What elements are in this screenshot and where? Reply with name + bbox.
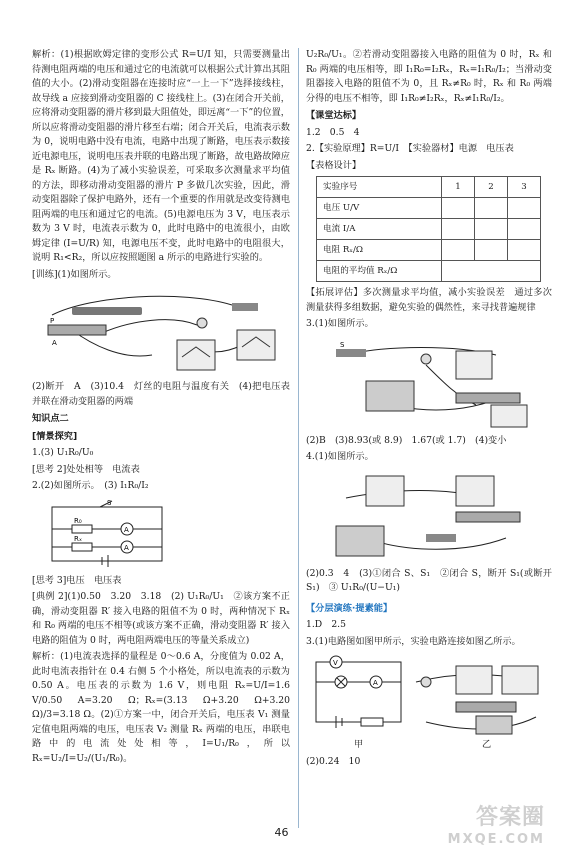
table-row	[317, 219, 541, 240]
svg-text:V: V	[333, 659, 338, 667]
table-row	[317, 261, 541, 282]
circuit-photo-2	[306, 335, 552, 431]
training-label: [训练](1)如图所示。	[32, 268, 117, 280]
example-2: [典例 2](1)0.50 3.20 3.18 (2) U₁R₀/U₁ ②该方案不正确，滑动变阻器 R′ 接入电路的阻值不为 0 时，两种情况下 Rₓ 和 R₀ 两端的电压不相等(或该方案不正确，滑动变阻器 R′ 接入电路的阻值为 0 时，两电阻两端电压的等量关系成立)	[32, 591, 290, 646]
experiment-table	[316, 176, 541, 282]
layered-practice-heading: 【分层演练·提素能】	[306, 602, 393, 614]
power-supply-icon	[366, 381, 414, 411]
table-row	[317, 240, 541, 261]
layered-answer-3: 3.(1)电路图如图甲所示，实验电路连接如图乙所示。	[306, 635, 521, 647]
svg-text:P: P	[50, 317, 55, 325]
voltmeter-icon	[456, 351, 492, 379]
analysis-paragraph-1: 解析：(1)根据欧姆定律的变形公式 R=U/I 知，只需要测量出待测电阻两端的电压和通过它的电流就可以根据公式计算出其阻值的大小。(2)滑动变阻器在连接时应“一上一下”选择接线柱，故导线 a 应接到滑动变阻器的 C 接线柱上。(3)在闭合开关前，应将滑动变阻器的滑片移到最大阻值处，即远离“一下”的位置，所以应将滑动变阻器的滑片移至右端；闭合开关后，电流表示数为 0，说明电路中没有电流，电路中出现了断路，电压表示数接近电源电压，说明电压表并联的电路出现了断路，故电路故障应是 Rₓ 断路。(4)为了减小实验误差，可采取多次测量求平均值的方法，即移动滑动变阻器的滑片 P 多做几次实验，因此，滑动变阻器除了保护电路外，还有一个重要的作用就是改变待测电阻两端的电压和通过它的电流。(5)电源电压为 3 V，电压表示数为 3 V 时，电流表示数为 0，此时电路中的电流很小，由欧姆定律 (I=U/R) 知，电源电压不变，此时电路中的电阻很大，说明 R₁<R₂，所以应按照题图 a 所示的电路进行实验的。	[32, 49, 290, 263]
class-heading: 【课堂达标】	[306, 110, 362, 121]
table-cell: 电压 U/V	[317, 198, 442, 219]
circuit-figures-jia-yi	[306, 652, 552, 752]
rheostat-icon	[48, 325, 106, 335]
analysis-paragraph-2: 解析：(1)电流表选择的量程是 0～0.6 A，分度值为 0.02 A，此时电流表指针在 0.4 右侧 5 个小格处，所以电流表的示数为 0.50 A。电压表的示数为 1.6 V，则电阻 Rₓ=U/I=1.6 V/0.50 A=3.20 Ω；Rₓ=(3.13 Ω+3.20 Ω+3.20 Ω)/3=3.18 Ω。(2)①方案一中，闭合开关后，电压表 V₁ 测量定值电阻两端的电压，电压表 V₂ 测量 Rₓ 两端的电压，串联电路中的电流处处相等，I=U₁/R₀，所以 Rₓ=U₂/I=U₂/(U₁/R₀)。	[32, 651, 290, 764]
class-answer-4b: (2)0.3 4 (3)①闭合 S、S₁ ②闭合 S，断开 S₁(或断开 S₁) ③ U₁R₀/(U−U₁)	[306, 567, 552, 593]
svg-text:S: S	[340, 340, 345, 349]
svg-text:A: A	[124, 543, 129, 552]
circuit-photo-3	[306, 468, 552, 564]
battery-box-icon	[72, 307, 142, 315]
analysis-continued: U₂R₀/U₁。②若滑动变阻器接入电路的阻值为 0 时，Rₓ 和 R₀ 两端的电压相等，即 I₁R₀=I₂Rₓ，Rₓ=I₁R₀/I₂；当滑动变阻器接入电路的阻值不为 0，且 Rₓ≠R₀ 时，Rₓ 和 R₀ 两端分得的电压不相等，即 I₁R₀≠I₂Rₓ，Rₓ≠I₁R₀/I₂。	[306, 49, 552, 104]
rheostat-icon	[456, 393, 520, 403]
class-answer-1: 1.2 0.5 4	[306, 126, 360, 138]
ammeter-icon	[177, 340, 215, 370]
switch-icon	[336, 349, 366, 357]
class-answer-3b: (2)B (3)8.93(或 8.9) 1.67(或 1.7) (4)变小	[306, 434, 507, 446]
table-design-label: 【表格设计】	[306, 159, 362, 171]
table-cell: 实验序号	[317, 177, 442, 198]
question-2: 2.(2)如图所示。 (3) I₁R₀/I₂	[32, 480, 149, 491]
scene-inquiry: [情景探究]	[32, 430, 78, 442]
lamp-icon	[421, 354, 431, 364]
voltmeter-icon	[456, 666, 492, 694]
rheostat-icon	[456, 512, 520, 522]
svg-text:S: S	[107, 498, 112, 507]
think-3: [思考 3]电压 电压表	[32, 574, 122, 586]
class-answer-3: 3.(1)如图所示。	[306, 318, 374, 329]
rheostat-icon	[456, 702, 516, 712]
layered-answer-1: 1.D 2.5	[306, 619, 346, 630]
table-cell: 1	[442, 177, 475, 198]
left-column	[32, 48, 290, 768]
table-cell: 3	[508, 177, 541, 198]
think-2: [思考 2]处处相等 电流表	[32, 463, 140, 475]
switch-icon	[426, 534, 456, 542]
lamp-icon	[197, 318, 207, 328]
page-number: 46	[274, 826, 289, 839]
watermark-line-1: 答案圈	[475, 805, 545, 830]
voltmeter-icon	[237, 330, 275, 360]
switch-icon	[232, 303, 258, 311]
svg-text:Rₓ: Rₓ	[74, 534, 82, 543]
table-cell: 电阻 Rₓ/Ω	[317, 240, 442, 261]
figure-label-jia: 甲	[354, 739, 364, 750]
table-row	[317, 198, 541, 219]
ammeter-icon	[502, 666, 538, 694]
class-answer-2: 2.【实验原理】R=U/I 【实验器材】电源 电压表	[306, 143, 514, 154]
knowledge-point-2: 知识点二	[32, 413, 69, 424]
ammeter-icon	[491, 405, 527, 427]
circuit-diagram-1	[32, 497, 290, 571]
table-cell: 电阻的平均值 Rₓ/Ω	[317, 261, 442, 282]
table-cell: 电流 I/A	[317, 219, 442, 240]
svg-text:A: A	[52, 339, 57, 347]
column-divider	[298, 48, 299, 828]
class-answer-4: 4.(1)如图所示。	[306, 451, 374, 462]
svg-text:A: A	[124, 525, 129, 534]
svg-text:A: A	[373, 679, 378, 687]
circuit-photo-1	[32, 285, 290, 377]
lamp-icon	[421, 677, 431, 687]
power-supply-icon	[336, 526, 384, 556]
voltmeter-icon	[456, 476, 494, 506]
right-column	[306, 48, 552, 772]
watermark-line-2: MXQE.COM	[447, 832, 545, 847]
watermark-logo	[448, 807, 545, 851]
training-answer-2: (2)断开 A (3)10.4 灯丝的电阻与温度有关 (4)把电压表并联在滑动变阻器的两端	[32, 381, 290, 407]
table-row	[317, 177, 541, 198]
figure-label-yi: 乙	[482, 739, 492, 750]
power-supply-icon	[476, 716, 512, 734]
question-1: 1.(3) U₁R₀/U₀	[32, 447, 94, 458]
voltmeter-icon	[366, 476, 404, 506]
extension-evaluation: 【拓展评估】多次测量求平均值，减小实验误差 通过多次测量获得多组数据，避免实验的偶然性，来寻找普遍规律	[306, 287, 552, 313]
svg-text:R₀: R₀	[74, 516, 82, 525]
layered-answer-3b: (2)0.24 10	[306, 756, 361, 767]
table-cell: 2	[475, 177, 508, 198]
